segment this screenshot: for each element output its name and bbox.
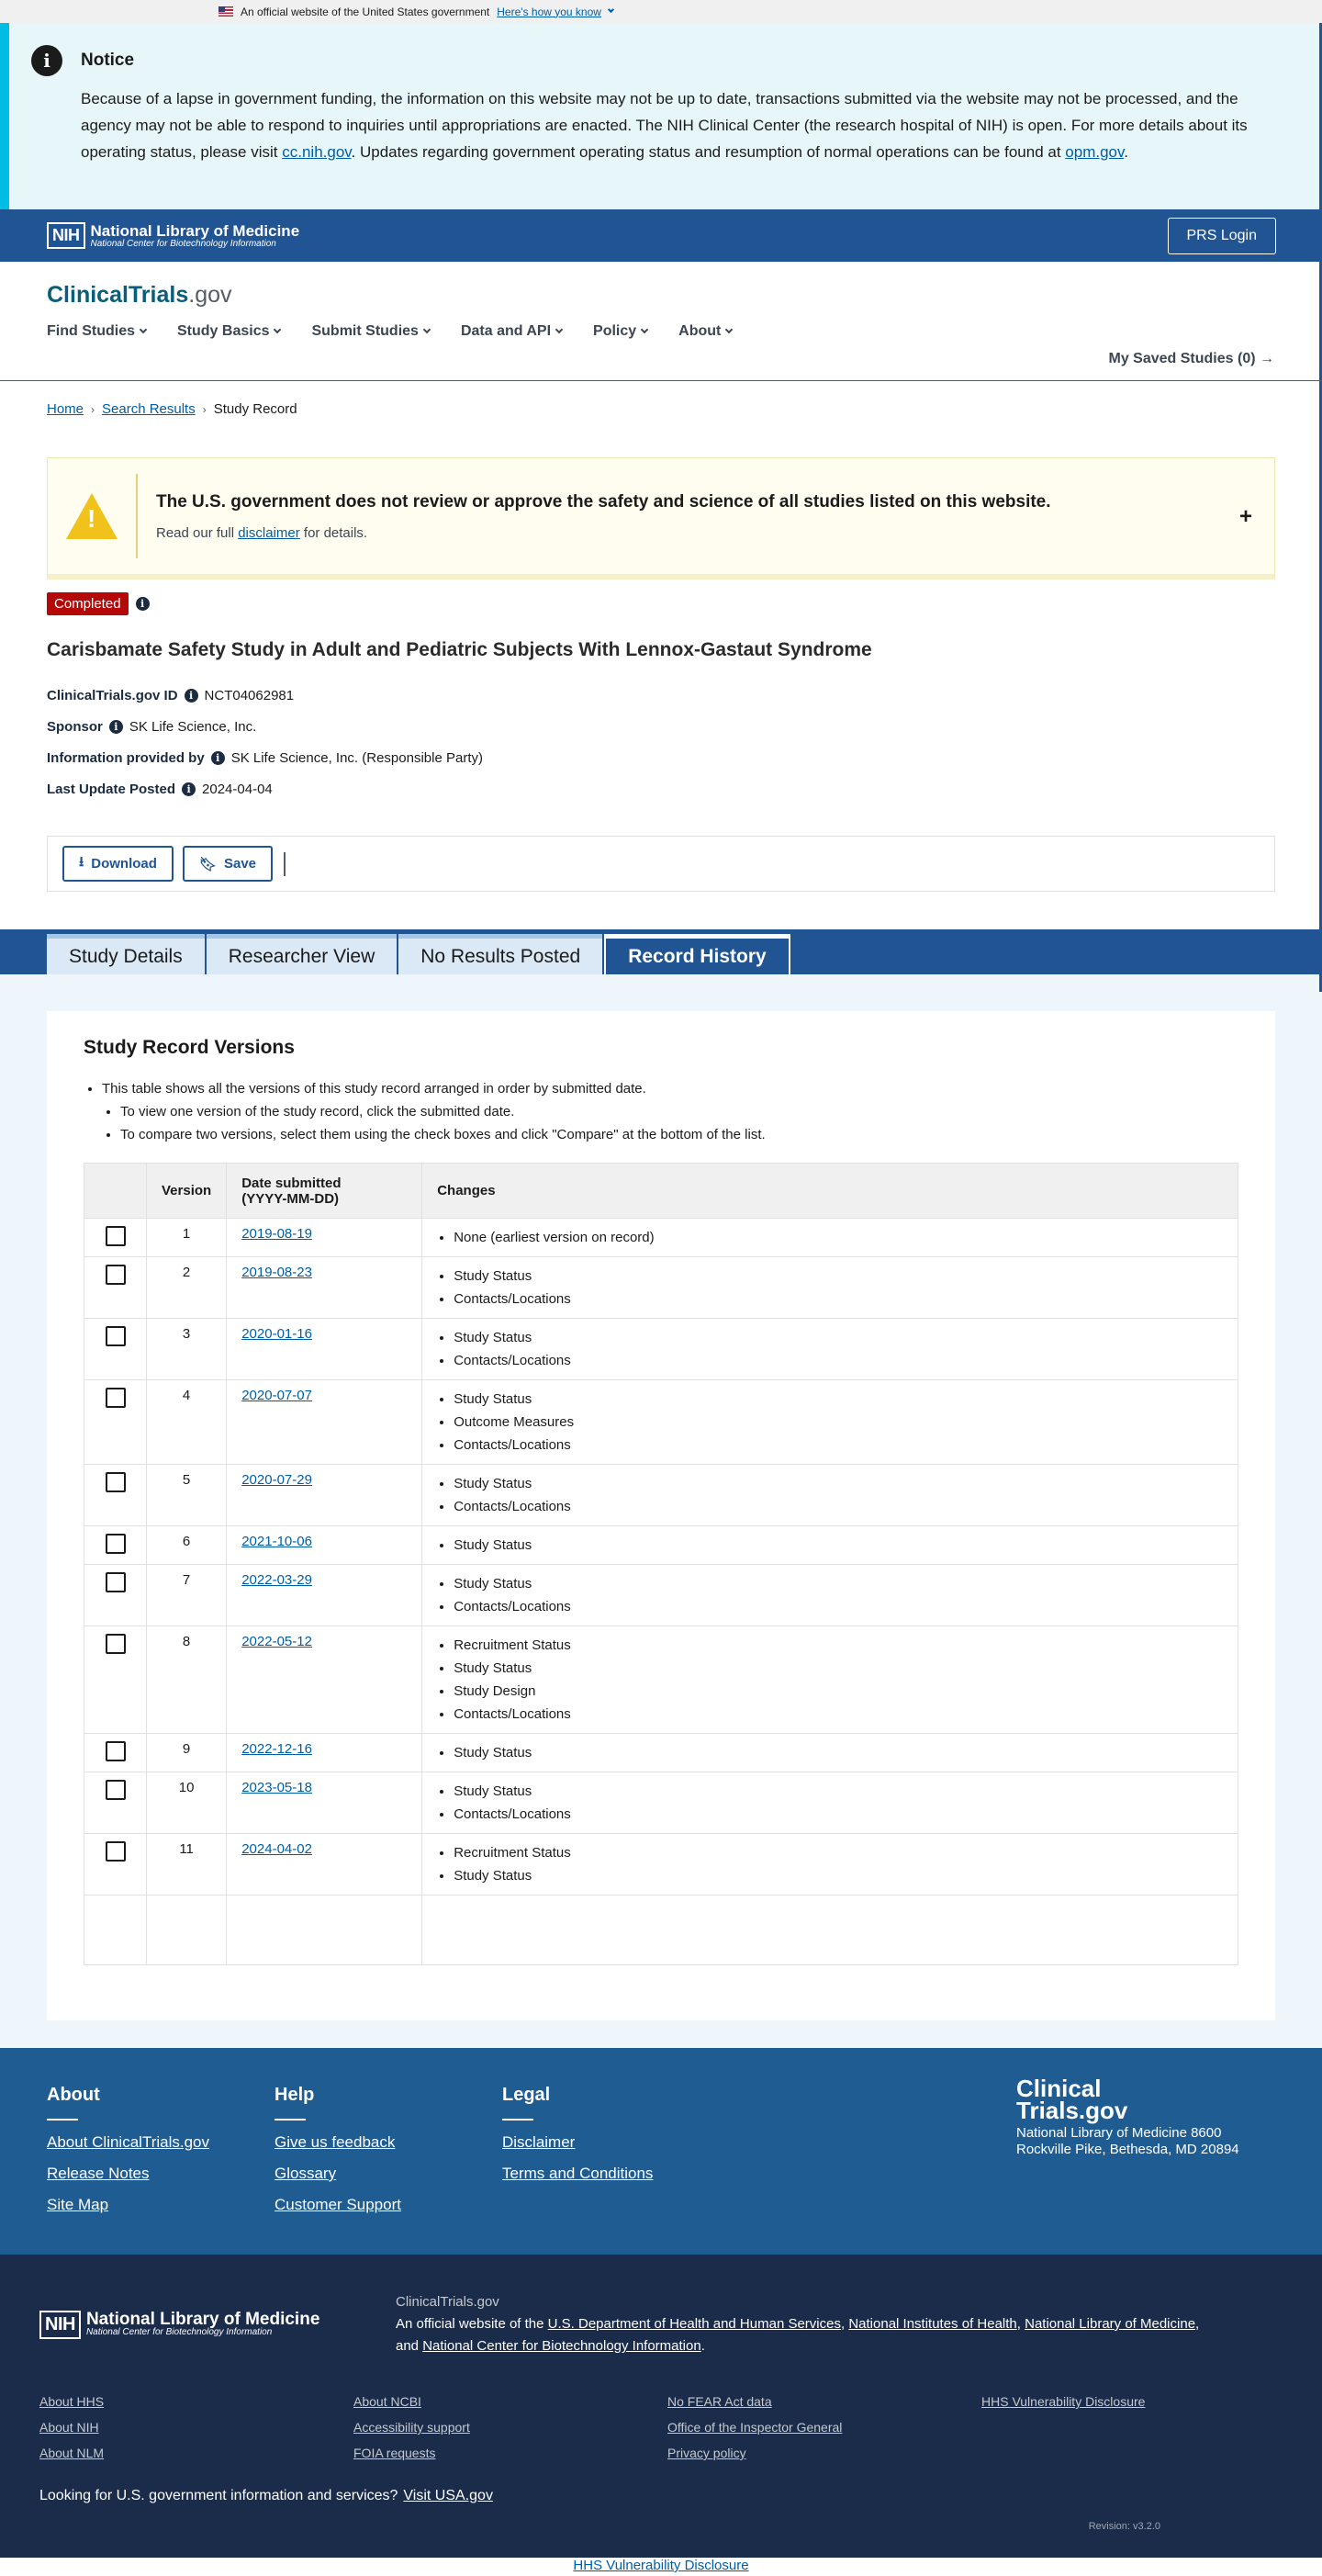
info-icon[interactable]: i <box>211 751 225 765</box>
change-item: • Study Status <box>454 1864 1223 1887</box>
gov-banner-text: An official website of the United States government <box>241 5 490 18</box>
about-hhs-link[interactable]: About HHS <box>39 2394 105 2409</box>
version-number: 11 <box>147 1834 227 1895</box>
version-number: 5 <box>147 1465 227 1526</box>
disclaimer-text: Read our full disclaimer for details. <box>156 524 368 541</box>
site-header <box>0 262 1322 381</box>
main-nav <box>47 323 1275 340</box>
study-tabs <box>0 929 1322 974</box>
versions-instructions: • This table shows all the versions of this study record arranged in order by submitted date. • To view one version of the study record, click the submitted date. • To compare two versions, select them using the check boxes and click "Compare" at the bottom of the list. <box>84 1077 1238 1146</box>
changes-list <box>437 1572 1223 1618</box>
inspector-general-link[interactable]: Office of the Inspector General <box>667 2420 843 2435</box>
version-number: 3 <box>147 1319 227 1380</box>
change-item: • Study Status <box>454 1657 1223 1680</box>
about-nih-link[interactable]: About NIH <box>39 2420 99 2435</box>
arrow-right-icon: → <box>1260 351 1274 366</box>
notice-alert <box>0 23 1322 209</box>
ncbi-name: National Center for Biotechnology Information <box>90 238 276 249</box>
table-row <box>84 1565 1238 1626</box>
version-date-link[interactable]: 2022-12-16 <box>241 1741 312 1757</box>
change-item: • None (earliest version on record) <box>454 1226 1223 1249</box>
nav-submit-studies[interactable]: Submit Studies <box>311 323 429 340</box>
foia-link[interactable]: FOIA requests <box>353 2446 436 2460</box>
privacy-link[interactable]: Privacy policy <box>667 2446 746 2460</box>
version-number: 8 <box>147 1626 227 1734</box>
chevron-down-icon <box>725 326 733 333</box>
change-item: • Contacts/Locations <box>454 1595 1223 1618</box>
nlm-link[interactable]: National Library of Medicine <box>1025 2316 1196 2332</box>
main-content <box>0 401 1322 892</box>
sponsor-label: Sponsor <box>47 718 103 735</box>
warning-icon: ! <box>66 493 118 539</box>
change-item: • Study Status <box>454 1326 1223 1349</box>
changes-list <box>437 1326 1223 1372</box>
chevron-right-icon: › <box>202 402 207 416</box>
change-item: • Study Status <box>454 1388 1223 1411</box>
version-checkbox[interactable] <box>106 1472 126 1492</box>
changes-list <box>437 1741 1223 1764</box>
version-number: 6 <box>147 1526 227 1565</box>
version-number: 10 <box>147 1772 227 1834</box>
version-checkbox[interactable] <box>106 1780 126 1800</box>
study-title: Carisbamate Safety Study in Adult and Pediatric Subjects With Lennox-Gastaut Syndrome <box>47 639 872 660</box>
footer-release-notes-link[interactable]: Release Notes <box>47 2165 150 2182</box>
version-date-link[interactable]: 2022-03-29 <box>241 1572 312 1588</box>
expand-plus-icon[interactable]: + <box>1238 504 1252 529</box>
accessibility-link[interactable]: Accessibility support <box>353 2420 470 2435</box>
provided-by-value: SK Life Science, Inc. (Responsible Party) <box>230 749 483 766</box>
changes-column-header: Changes <box>422 1164 1238 1219</box>
version-column-header: Version <box>147 1164 227 1219</box>
clinicaltrials-logo[interactable]: ClinicalTrials.gov <box>47 282 232 308</box>
info-icon[interactable]: i <box>185 689 198 703</box>
chevron-down-icon <box>641 326 648 333</box>
breadcrumb-search-results[interactable]: Search Results <box>102 401 196 417</box>
change-item: • Study Design <box>454 1680 1223 1703</box>
nih-header <box>0 209 1322 262</box>
hhs-link[interactable]: U.S. Department of Health and Human Services <box>547 2316 841 2332</box>
nlm-name: National Library of Medicine <box>90 221 300 240</box>
version-date-link[interactable]: 2022-05-12 <box>241 1634 312 1649</box>
changes-list <box>437 1226 1223 1249</box>
change-item: • Study Status <box>454 1265 1223 1288</box>
version-date-link[interactable]: 2020-07-29 <box>241 1472 312 1488</box>
usa-gov-link[interactable]: Visit USA.gov <box>403 2488 493 2503</box>
nlm-logo[interactable] <box>47 222 299 249</box>
footer-brand: Clinical Trials.gov National Library of Medicine 8600 Rockville Pike, Bethesda, MD 20894 <box>1016 2077 1255 2158</box>
bottom-vulnerability-link[interactable]: HHS Vulnerability Disclosure <box>573 2558 749 2573</box>
table-row <box>84 1834 1238 1895</box>
actions-toolbar <box>47 836 1275 892</box>
version-checkbox[interactable] <box>106 1572 126 1592</box>
change-item: • Contacts/Locations <box>454 1703 1223 1726</box>
version-checkbox[interactable] <box>106 1634 126 1654</box>
table-row <box>84 1626 1238 1734</box>
info-icon[interactable]: i <box>109 720 123 734</box>
prs-login-button[interactable]: PRS Login <box>1168 218 1277 254</box>
version-checkbox[interactable] <box>106 1265 126 1285</box>
change-item: • Contacts/Locations <box>454 1803 1223 1826</box>
tab-no-results-posted[interactable]: No Results Posted <box>398 934 602 974</box>
versions-table <box>84 1163 1238 1965</box>
breadcrumb-home[interactable]: Home <box>47 401 84 417</box>
version-checkbox[interactable] <box>106 1741 126 1761</box>
chevron-down-icon <box>140 326 147 333</box>
id-label: ClinicalTrials.gov ID <box>47 687 178 703</box>
footer-top <box>0 2048 1322 2255</box>
change-item: • Study Status <box>454 1572 1223 1595</box>
last-update-label: Last Update Posted <box>47 781 176 797</box>
table-row <box>84 1772 1238 1834</box>
chevron-right-icon: › <box>91 402 95 416</box>
last-update-value: 2024-04-04 <box>202 781 273 797</box>
change-item: • Study Status <box>454 1534 1223 1557</box>
version-number: 7 <box>147 1565 227 1626</box>
version-date-link[interactable]: 2020-07-07 <box>241 1388 312 1403</box>
info-icon[interactable]: i <box>136 597 150 611</box>
nav-study-basics[interactable]: Study Basics <box>177 323 280 340</box>
chevron-down-icon <box>274 326 281 333</box>
vulnerability-link[interactable]: HHS Vulnerability Disclosure <box>981 2394 1146 2409</box>
nih-logo-box: NIH <box>47 222 85 249</box>
version-date-link[interactable]: 2019-08-19 <box>241 1226 312 1242</box>
study-meta <box>47 680 1275 804</box>
nav-data-api[interactable]: Data and API <box>461 323 562 340</box>
footer-about-title: About <box>47 2085 100 2105</box>
nav-policy[interactable]: Policy <box>593 323 647 340</box>
change-item: • Outcome Measures <box>454 1411 1223 1434</box>
version-checkbox[interactable] <box>106 1388 126 1408</box>
changes-list <box>437 1472 1223 1518</box>
ncbi-link[interactable]: National Center for Biotechnology Information <box>422 2338 701 2354</box>
footer-feedback-link[interactable]: Give us feedback <box>274 2133 396 2151</box>
footer-bottom-links <box>39 2394 1283 2471</box>
version-date-link[interactable]: 2019-08-23 <box>241 1265 312 1280</box>
notice-text: Because of a lapse in government funding, the information on this website may not be up to date, transactions submitted via the website may not be processed, and the agency may not be able to respond to inquiries until appropriations are enacted. The NIH Clinical Center (the research hospital of NIH) is open. For more details about its operating status, please visit cc.nih.gov. Updates regarding government operating status and resumption of normal operations can be found at opm.gov. <box>81 90 1248 161</box>
version-number: 1 <box>147 1219 227 1257</box>
changes-list <box>437 1841 1223 1887</box>
footer-nlm-logo[interactable]: NIH National Library of Medicine National Center for Biotechnology Information <box>39 2291 359 2357</box>
footer-address: National Library of Medicine 8600 Rockville Pike, Bethesda, MD 20894 <box>1016 2125 1239 2157</box>
save-button[interactable]: 🔖︎ Save <box>183 846 273 882</box>
changes-list <box>437 1388 1223 1457</box>
change-item: • Study Status <box>454 1741 1223 1764</box>
footer-disclaimer-link[interactable]: Disclaimer <box>502 2133 576 2151</box>
version-number: 2 <box>147 1257 227 1319</box>
version-number: 4 <box>147 1380 227 1465</box>
us-flag-icon <box>218 6 233 17</box>
change-item: • Recruitment Status <box>454 1841 1223 1864</box>
change-item: • Study Status <box>454 1780 1223 1803</box>
select-column-header <box>84 1164 147 1219</box>
status-badge: Completed <box>47 592 129 615</box>
nih-link[interactable]: National Institutes of Health <box>848 2316 1017 2332</box>
change-item: • Contacts/Locations <box>454 1349 1223 1372</box>
study-id: NCT04062981 <box>204 687 295 703</box>
version-number: 9 <box>147 1734 227 1772</box>
footer-terms-link[interactable]: Terms and Conditions <box>502 2165 654 2182</box>
version-date-link[interactable]: 2021-10-06 <box>241 1534 312 1549</box>
version-checkbox[interactable] <box>106 1534 126 1554</box>
footer-glossary-link[interactable]: Glossary <box>274 2165 337 2182</box>
changes-list <box>437 1780 1223 1826</box>
table-row <box>84 1526 1238 1565</box>
usa-gov-line: Looking for U.S. government information and services? Visit USA.gov <box>39 2488 493 2503</box>
record-versions-panel <box>47 1011 1275 2020</box>
tab-researcher-view[interactable]: Researcher View <box>207 934 398 974</box>
version-date-link[interactable]: 2020-01-16 <box>241 1326 312 1342</box>
version-checkbox[interactable] <box>106 1841 126 1862</box>
about-ncbi-link[interactable]: About NCBI <box>353 2394 421 2409</box>
changes-list <box>437 1265 1223 1310</box>
table-row <box>84 1319 1238 1380</box>
nav-about[interactable]: About <box>678 323 732 340</box>
chevron-down-icon <box>555 326 563 333</box>
no-fear-link[interactable]: No FEAR Act data <box>667 2394 772 2409</box>
date-column-header: Date submitted (YYYY-MM-DD) <box>227 1164 422 1219</box>
nav-find-studies[interactable]: Find Studies <box>47 323 146 340</box>
versions-heading: Study Record Versions <box>84 1037 295 1058</box>
sponsor-value: SK Life Science, Inc. <box>129 718 257 735</box>
footer-support-link[interactable]: Customer Support <box>274 2196 401 2213</box>
breadcrumb <box>47 401 1275 417</box>
change-item: • Contacts/Locations <box>454 1495 1223 1518</box>
version-checkbox[interactable] <box>106 1226 126 1246</box>
table-row <box>84 1257 1238 1319</box>
table-row <box>84 1380 1238 1465</box>
table-row <box>84 1734 1238 1772</box>
gov-banner <box>0 0 1322 23</box>
tab-study-details[interactable]: Study Details <box>47 934 205 974</box>
footer-legal-title: Legal <box>502 2085 551 2105</box>
bookmark-icon: 🔖︎ <box>198 856 217 872</box>
change-item: • Contacts/Locations <box>454 1288 1223 1310</box>
changes-list <box>437 1634 1223 1726</box>
disclaimer-banner <box>47 457 1275 579</box>
change-item: • Contacts/Locations <box>454 1434 1223 1457</box>
disclaimer-link[interactable]: disclaimer <box>238 524 300 541</box>
saved-studies-link[interactable]: My Saved Studies (0) → <box>1108 351 1274 366</box>
provided-by-label: Information provided by <box>47 749 205 766</box>
revision-text: Revision: v3.2.0 <box>1088 2521 1160 2532</box>
footer-help-title: Help <box>274 2085 315 2105</box>
about-nlm-link[interactable]: About NLM <box>39 2446 105 2460</box>
notice-title: Notice <box>81 51 135 70</box>
table-row <box>84 1465 1238 1526</box>
chevron-down-icon <box>423 326 431 333</box>
tab-record-history[interactable]: Record History <box>604 934 790 974</box>
how-you-know-link[interactable]: Here's how you know <box>497 5 601 18</box>
change-item: • Recruitment Status <box>454 1634 1223 1657</box>
info-icon[interactable]: i <box>182 782 196 796</box>
info-icon: i <box>31 45 62 76</box>
version-checkbox[interactable] <box>106 1326 126 1346</box>
opm-link[interactable]: opm.gov <box>1065 143 1125 161</box>
changes-list <box>437 1534 1223 1557</box>
chevron-down-icon <box>608 6 614 13</box>
version-date-link[interactable]: 2024-04-02 <box>241 1841 312 1857</box>
breadcrumb-current: Study Record <box>213 401 297 417</box>
version-date-link[interactable]: 2023-05-18 <box>241 1780 312 1795</box>
footer-about-ct-link[interactable]: About ClinicalTrials.gov <box>47 2133 209 2151</box>
footer-bottom <box>0 2255 1322 2558</box>
change-item: • Study Status <box>454 1472 1223 1495</box>
footer-site-map-link[interactable]: Site Map <box>47 2196 109 2213</box>
cc-nih-link[interactable]: cc.nih.gov <box>282 143 352 161</box>
download-button[interactable]: ⭳ Download <box>62 846 174 882</box>
table-row <box>84 1219 1238 1257</box>
download-icon: ⭳ <box>79 854 84 870</box>
official-statement: ClinicalTrials.gov An official website of the U.S. Department of Health and Human Services, National Institutes of Health, National Library of Medicine, and National Center for Biotechnology Information. <box>396 2294 1200 2354</box>
disclaimer-title: The U.S. government does not review or approve the safety and science of all studies listed on this website. <box>156 491 1051 512</box>
